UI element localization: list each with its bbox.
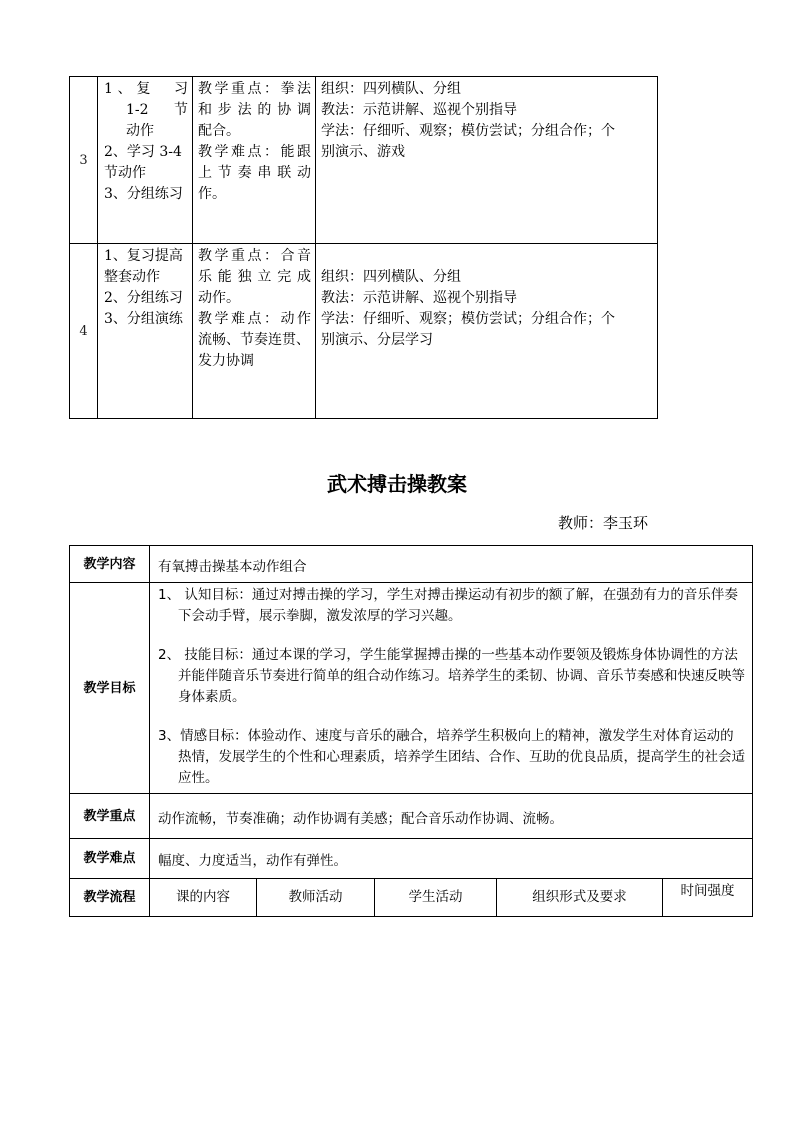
focus-difficulty-cell	[193, 244, 316, 419]
focus-difficulty-cell	[193, 77, 316, 244]
table-row	[70, 794, 753, 839]
content-line: 动作	[126, 123, 154, 139]
focus-line: 流畅、节奏连贯、	[198, 332, 310, 348]
table-row	[70, 244, 658, 419]
focus-line: 教学重点：合音	[198, 248, 311, 264]
row-number: 3	[70, 77, 98, 244]
table-row	[70, 77, 658, 244]
flow-label: 教学流程	[70, 879, 150, 917]
org-line: 别演示、分层学习	[321, 332, 433, 348]
row-number: 4	[70, 244, 98, 419]
content-line: 2、分组练习	[104, 290, 183, 306]
table-row	[70, 583, 753, 794]
key-label: 教学重点	[70, 794, 150, 839]
flow-header-student: 学生活动	[375, 879, 497, 917]
org-line: 教法：示范讲解、巡视个别指导	[321, 290, 517, 306]
goals-cell	[150, 583, 753, 794]
table-row	[70, 839, 753, 879]
focus-line: 教学难点：能跟	[198, 144, 311, 160]
previous-lesson-table	[69, 76, 658, 419]
goal-cognitive: 1、 认知目标：通过对搏击操的学习，学生对搏击操运动有初步的额了解，在强劲有力的音乐伴奏下会动手臂，展示拳脚，激发浓厚的学习兴趣。	[158, 587, 738, 624]
content-value: 有氧搏击操基本动作组合	[150, 546, 753, 583]
content-line: 3、分组练习	[104, 186, 183, 202]
flow-header-time: 时间强度	[663, 879, 753, 917]
focus-line: 动作。	[198, 290, 240, 306]
content-line: 1-2 节	[126, 102, 188, 118]
organization-cell	[316, 77, 658, 244]
focus-line: 配合。	[198, 123, 240, 139]
organization-cell	[316, 244, 658, 419]
focus-line: 乐能独立完成	[198, 269, 311, 285]
focus-line: 上节奏串联动	[198, 165, 311, 181]
org-line: 学法：仔细听、观察；模仿尝试；分组合作；个	[321, 311, 615, 327]
table-row	[70, 546, 753, 583]
difficulty-label: 教学难点	[70, 839, 150, 879]
key-value: 动作流畅，节奏准确；动作协调有美感；配合音乐动作协调、流畅。	[150, 794, 753, 839]
org-line: 组织：四列横队、分组	[321, 81, 461, 97]
org-line: 学法：仔细听、观察；模仿尝试；分组合作；个	[321, 123, 615, 139]
flow-header-teacher: 教师活动	[257, 879, 375, 917]
table-row	[70, 879, 753, 917]
focus-line: 作。	[198, 186, 226, 202]
content-line: 2、学习 3-4	[104, 144, 182, 160]
org-line: 教法：示范讲解、巡视个别指导	[321, 102, 517, 118]
content-line: 整套动作	[104, 269, 160, 285]
document-title: 武术搏击操教案	[327, 472, 467, 496]
focus-line: 和步法的协调	[198, 102, 311, 118]
goals-label: 教学目标	[70, 583, 150, 794]
lesson-plan-table	[69, 545, 753, 917]
content-line: 3、分组演练	[104, 311, 183, 327]
lesson-content-cell	[98, 244, 193, 419]
difficulty-value: 幅度、力度适当，动作有弹性。	[150, 839, 753, 879]
goal-emotional: 3、情感目标：体验动作、速度与音乐的融合，培养学生积极向上的精神，激发学生对体育运动的热情，发展学生的个性和心理素质，培养学生团结、合作、互助的优良品质，提高学生的社会适应性。	[158, 728, 745, 786]
content-line: 1、复习提高	[104, 248, 183, 264]
content-label: 教学内容	[70, 546, 150, 583]
flow-header-content: 课的内容	[150, 879, 257, 917]
focus-line: 发力协调	[198, 353, 254, 369]
focus-line: 教学难点：动作	[198, 311, 311, 327]
goal-skill: 2、 技能目标：通过本课的学习，学生能掌握搏击操的一些基本动作要领及锻炼身体协调性的方法并能伴随音乐节奏进行简单的组合动作练习。培养学生的柔韧、协调、音乐节奏感和快速反映等身体素质。	[158, 647, 745, 705]
lesson-content-cell	[98, 77, 193, 244]
focus-line: 教学重点：拳法	[198, 81, 311, 97]
teacher-name: 教师：李玉环	[558, 514, 649, 532]
org-line: 组织：四列横队、分组	[321, 269, 461, 285]
content-line: 1、复 习	[104, 81, 188, 97]
org-line: 别演示、游戏	[321, 144, 405, 160]
content-line: 节动作	[104, 165, 146, 181]
flow-header-organization: 组织形式及要求	[497, 879, 663, 917]
